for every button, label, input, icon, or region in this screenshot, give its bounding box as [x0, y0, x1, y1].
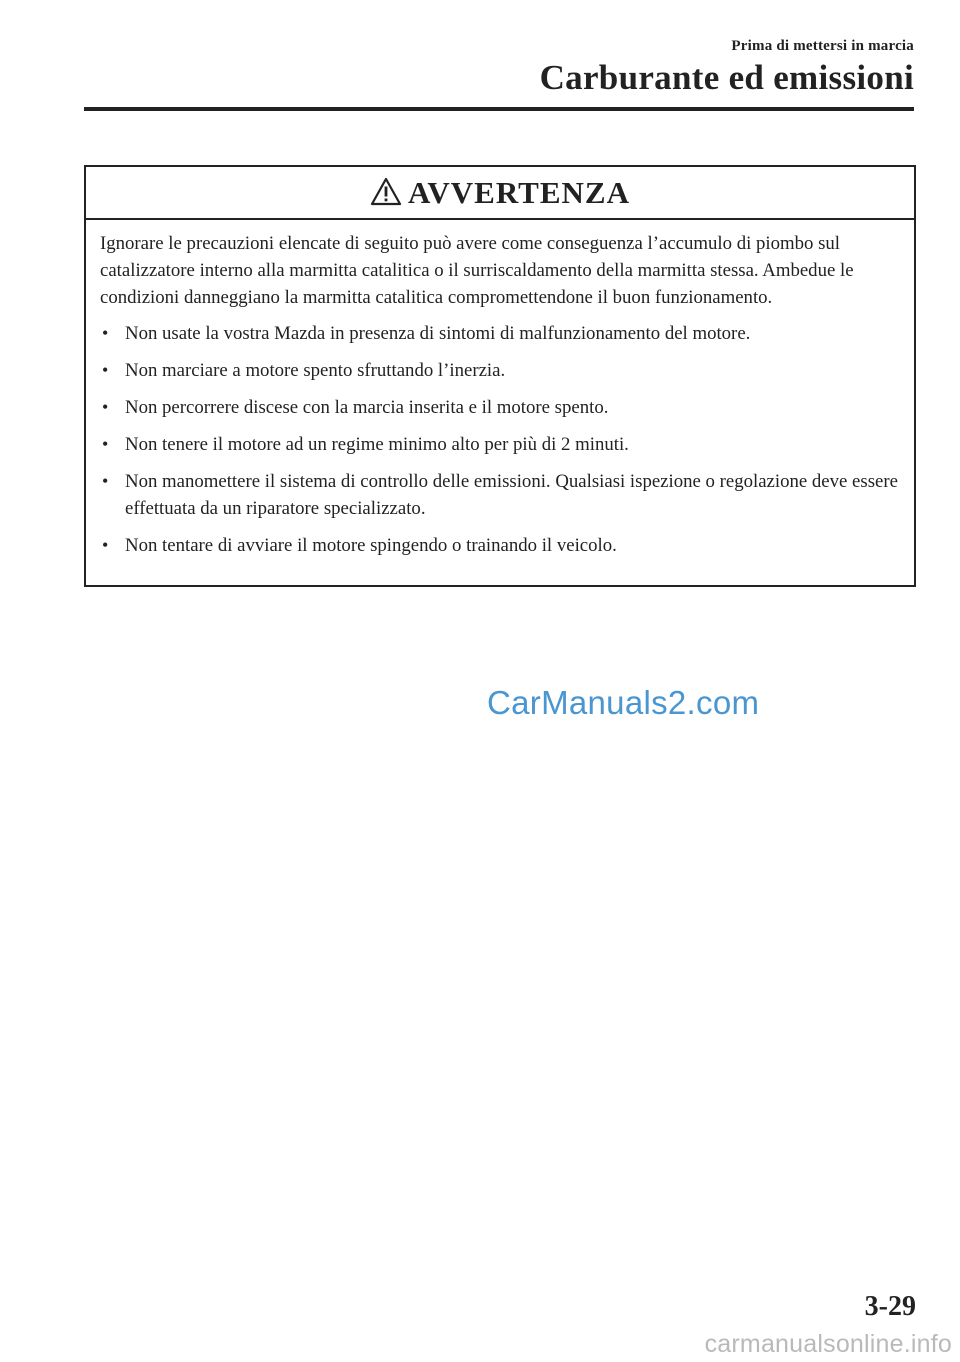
bullet-icon: •	[102, 397, 109, 417]
warning-intro: Ignorare le precauzioni elencate di seguito può avere come conseguenza l’accumulo di piombo sul catalizzatore interno alla marmitta catalitica o il surriscaldamento della marmitta stessa. Ambedue le condizioni danneggiano la marmitta catalitica compromettendone il buon funzionamento.	[100, 233, 854, 308]
warning-triangle-icon	[370, 176, 402, 208]
footer-watermark-link[interactable]: carmanualsonline.info	[704, 1330, 952, 1358]
watermark-link[interactable]: CarManuals2.com	[487, 684, 760, 721]
bullet-icon: •	[102, 360, 109, 380]
list-item	[100, 431, 900, 458]
list-item	[100, 357, 900, 384]
warning-list	[100, 320, 900, 559]
section-header: Prima di mettersi in marcia	[731, 38, 914, 54]
warning-body	[86, 220, 914, 559]
header-rule	[84, 107, 914, 111]
page-title: Carburante ed emissioni	[539, 58, 914, 97]
bullet-icon: •	[102, 471, 109, 491]
list-item	[100, 532, 900, 559]
list-item-text: Non tentare di avviare il motore spingendo o trainando il veicolo.	[125, 535, 617, 556]
list-item-text: Non manomettere il sistema di controllo delle emissioni. Qualsiasi ispezione o regolazione deve essere effettuata da un riparatore specializzato.	[125, 471, 898, 519]
list-item	[100, 468, 900, 522]
list-item	[100, 320, 900, 347]
warning-header	[86, 167, 914, 220]
bullet-icon: •	[102, 434, 109, 454]
warning-box	[84, 165, 916, 587]
bullet-icon: •	[102, 535, 109, 555]
list-item-text: Non tenere il motore ad un regime minimo alto per più di 2 minuti.	[125, 434, 629, 455]
list-item-text: Non usate la vostra Mazda in presenza di sintomi di malfunzionamento del motore.	[125, 323, 751, 344]
page-number: 3-29	[864, 1291, 916, 1322]
list-item-text: Non marciare a motore spento sfruttando l’inerzia.	[125, 360, 506, 381]
warning-title: AVVERTENZA	[408, 174, 630, 210]
list-item-text: Non percorrere discese con la marcia inserita e il motore spento.	[125, 397, 609, 418]
list-item	[100, 394, 900, 421]
bullet-icon: •	[102, 323, 109, 343]
